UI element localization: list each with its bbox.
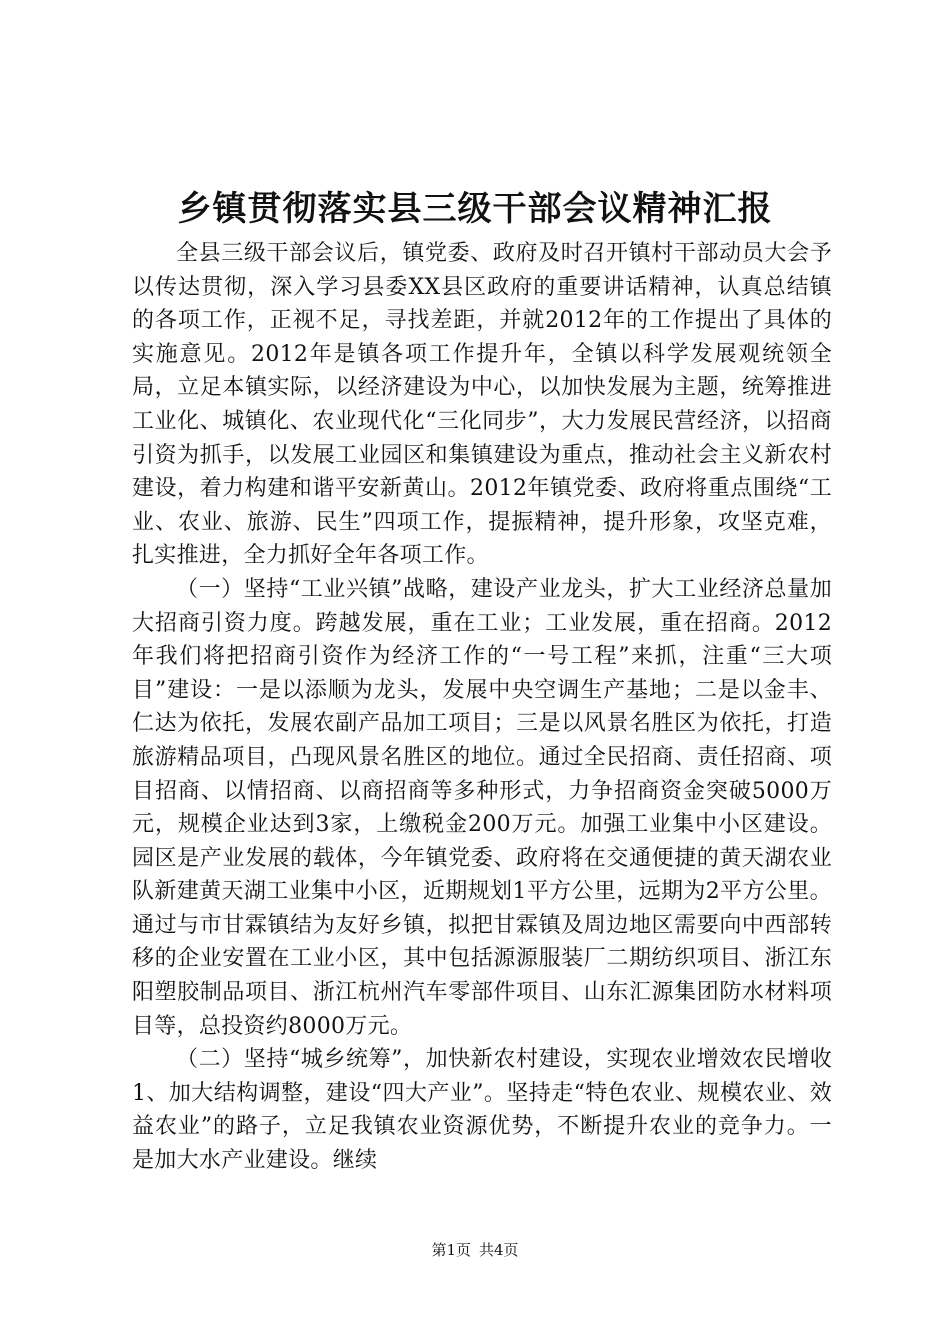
page-footer	[0, 1240, 950, 1260]
paragraph-intro: 全县三级干部会议后，镇党委、政府及时召开镇村干部动员大会予以传达贯彻，深入学习县委XX县区政府的重要讲话精神，认真总结镇的各项工作，正视不足，寻找差距，并就2012年的工作提出了具体的实施意见。2012年是镇各项工作提升年，全镇以科学发展观统领全局，立足本镇实际，以经济建设为中心，以加快发展为主题，统筹推进工业化、城镇化、农业现代化“三化同步”，大力发展民营经济，以招商引资为抓手，以发展工业园区和集镇建设为重点，推动社会主义新农村建设，着力构建和谐平安新黄山。2012年镇党委、政府将重点围绕“工业、农业、旅游、民生”四项工作，提振精神，提升形象，攻坚克难，扎实推进，全力抓好全年各项工作。	[132, 241, 832, 569]
paragraph-section-1: （一）坚持“工业兴镇”战略，建设产业龙头，扩大工业经济总量加大招商引资力度。跨越发展，重在工业；工业发展，重在招商。2012年我们将把招商引资作为经济工作的“一号工程”来抓，注重“三大项目”建设：一是以添顺为龙头，发展中央空调生产基地；二是以金丰、仁达为依托，发展农副产品加工项目；三是以风景名胜区为依托，打造旅游精品项目，凸现风景名胜区的地位。通过全民招商、责任招商、项目招商、以情招商、以商招商等多种形式，力争招商资金突破5000万元，规模企业达到3家，上缴税金200万元。加强工业集中小区建设。园区是产业发展的载体，今年镇党委、政府将在交通便捷的黄天湖农业队新建黄天湖工业集中小区，近期规划1平方公里，远期为2平方公里。通过与市甘霖镇结为友好乡镇，拟把甘霖镇及周边地区需要向中西部转移的企业安置在工业小区，其中包括源源服装厂二期纺织项目、浙江东阳塑胶制品项目、浙江杭州汽车零部件项目、山东汇源集团防水材料项目等，总投资约8000万元。	[132, 576, 832, 1039]
paragraph-section-2: （二）坚持“城乡统筹”，加快新农村建设，实现农业增效农民增收1、加大结构调整，建设“四大产业”。坚持走“特色农业、规模农业、效益农业”的路子，立足我镇农业资源优势，不断提升农业的竞争力。一是加大水产业建设。继续	[132, 1047, 832, 1174]
page-total: 共4页	[479, 1241, 519, 1259]
document-title: 乡镇贯彻落实县三级干部会议精神汇报	[177, 189, 773, 229]
document-body	[132, 237, 832, 1178]
page-number: 第1页	[431, 1241, 471, 1259]
